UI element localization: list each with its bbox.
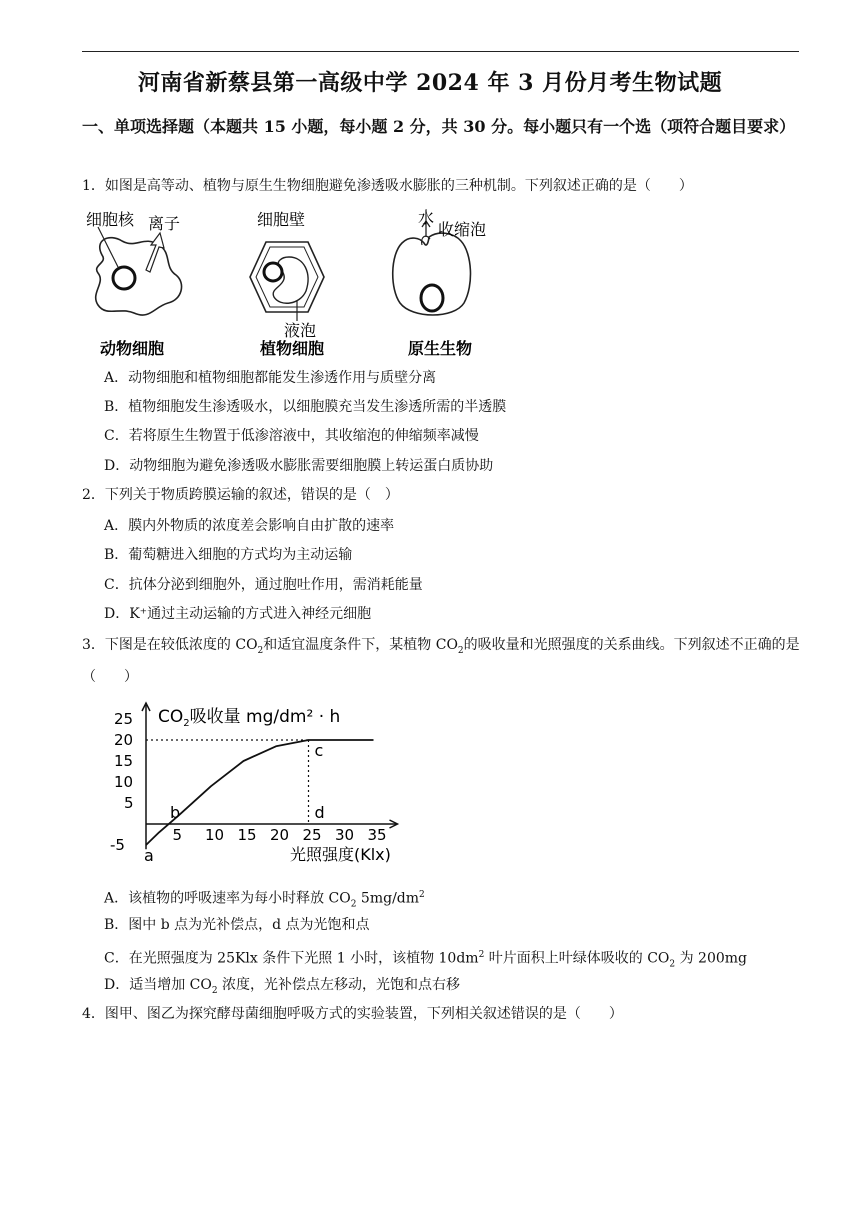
q3-option-b: B．图中 b 点为光补偿点，d 点为光饱和点 bbox=[104, 917, 370, 933]
x-tick-label: 5 bbox=[172, 826, 183, 844]
y-tick-label: 5 bbox=[124, 794, 134, 812]
y-tick-label: 20 bbox=[114, 731, 134, 749]
point-label-b: b bbox=[170, 802, 181, 822]
point-label-d: d bbox=[314, 803, 325, 822]
y-tick-label: 25 bbox=[114, 710, 134, 728]
point-label-c: c bbox=[314, 741, 324, 760]
x-tick-label: 15 bbox=[237, 826, 257, 844]
q1-option-c: C．若将原生生物置于低渗溶液中，其收缩泡的伸缩频率减慢 bbox=[104, 428, 479, 444]
x-tick-label: 20 bbox=[270, 826, 290, 844]
q2-option-c: C．抗体分泌到细胞外，通过胞吐作用，需消耗能量 bbox=[104, 577, 423, 593]
label-nucleus: 细胞核 bbox=[86, 210, 135, 229]
protist-membrane bbox=[393, 233, 471, 315]
q2-option-d: D．K⁺通过主动运输的方式进入神经元细胞 bbox=[104, 606, 372, 622]
q3-option-d: D．适当增加 $CO_2$ 浓度，光补偿点左移动，光饱和点右移 bbox=[104, 977, 461, 996]
header-rule bbox=[82, 51, 799, 52]
y-tick-label: -5 bbox=[110, 836, 125, 854]
animal-nucleus bbox=[113, 267, 135, 289]
y-tick-label: 10 bbox=[114, 773, 134, 791]
chart-xlabel: 光照强度(Klx) bbox=[290, 845, 391, 864]
q1-option-d: D．动物细胞为避免渗透吸水膨胀需要细胞膜上转运蛋白质协助 bbox=[104, 458, 494, 474]
label-cell-wall: 细胞壁 bbox=[257, 210, 306, 229]
q1-option-a: A．动物细胞和植物细胞都能发生渗透作用与质壁分离 bbox=[104, 370, 437, 386]
label-contractile-vacuole: 收缩泡 bbox=[438, 220, 487, 239]
x-tick-label: 25 bbox=[302, 826, 322, 844]
q2-option-a: A．膜内外物质的浓度差会影响自由扩散的速率 bbox=[104, 518, 395, 534]
q1-stem: 1．如图是高等动、植物与原生生物细胞避免渗透吸水膨胀的三种机制。下列叙述正确的是（ ） bbox=[82, 178, 693, 194]
y-tick-label: 15 bbox=[114, 752, 134, 770]
point-label-a: a bbox=[144, 846, 154, 865]
q4-stem: 4．图甲、图乙为探究酵母菌细胞呼吸方式的实验装置，下列相关叙述错误的是（ ） bbox=[82, 1006, 623, 1022]
chart-ylabel: $CO_2$吸收量 mg/dm² · h bbox=[158, 707, 341, 729]
label-ion: 离子 bbox=[148, 214, 181, 233]
caption-protist: 原生生物 bbox=[408, 339, 473, 358]
q2-stem: 2．下列关于物质跨膜运输的叙述，错误的是（ ） bbox=[82, 487, 399, 503]
q1-option-b: B．植物细胞发生渗透吸水，以细胞膜充当发生渗透所需的半透膜 bbox=[104, 399, 507, 415]
x-tick-label: 30 bbox=[335, 826, 355, 844]
q3-option-c: C．在光照强度为 25Klx 条件下光照 1 小时，该植物 $10dm^2$ 叶片面积上叶绿体吸收的 $CO_2$ 为 200mg bbox=[104, 950, 747, 970]
section-heading: 一、单项选择题（本题共 15 小题，每小题 2 分，共 30 分。每小题只有一个选（项符合题目要求） bbox=[82, 117, 796, 136]
plant-nucleus bbox=[264, 263, 282, 281]
caption-plant: 植物细胞 bbox=[260, 339, 325, 358]
q3-stem: 3．下图是在较低浓度的 $CO_2$和适宜温度条件下，某植物 $CO_2$的吸收量和光照强度的关系曲线。下列叙述不正确的是（ ） bbox=[82, 637, 800, 685]
label-water: 水 bbox=[418, 208, 435, 227]
q1-figure bbox=[84, 205, 504, 360]
q3-chart bbox=[110, 700, 450, 870]
plant-cell-wall bbox=[250, 242, 324, 312]
ion-arrow-icon bbox=[146, 233, 164, 272]
x-tick-label: 10 bbox=[205, 826, 225, 844]
q2-option-b: B．葡萄糖进入细胞的方式均为主动运输 bbox=[104, 547, 353, 563]
x-tick-label: 35 bbox=[367, 826, 387, 844]
q3-option-a: A．该植物的呼吸速率为每小时释放 $CO_2$ $5mg/dm^2$ bbox=[104, 890, 425, 910]
protist-nucleus bbox=[421, 285, 443, 311]
caption-animal: 动物细胞 bbox=[100, 339, 165, 358]
label-vacuole: 液泡 bbox=[284, 321, 317, 340]
page-title: 河南省新蔡县第一高级中学 2024 年 3 月份月考生物试题 bbox=[137, 70, 723, 96]
